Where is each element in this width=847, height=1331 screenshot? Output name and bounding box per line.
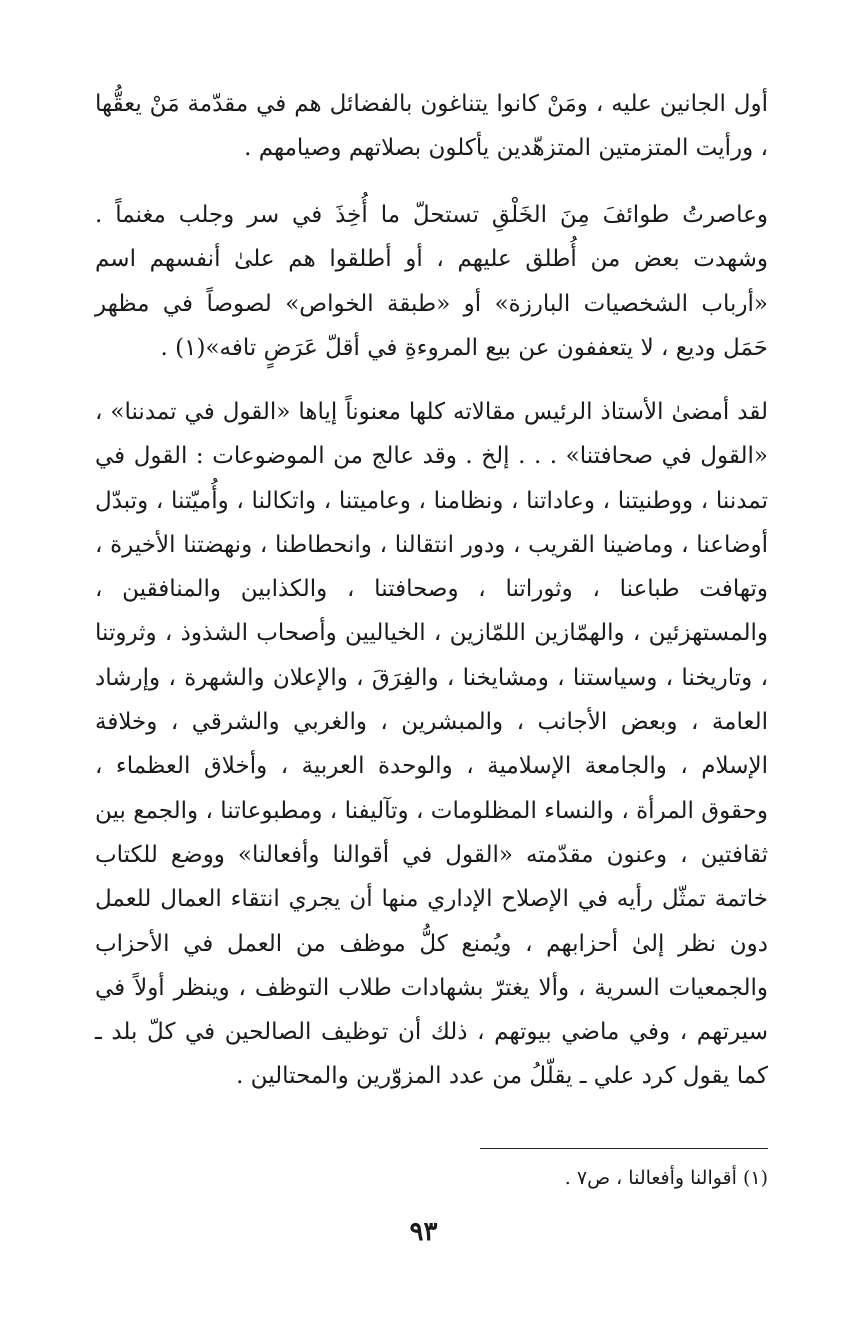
footnote-divider	[480, 1148, 768, 1149]
body-paragraph-2: وعاصرتُ طوائفَ مِنَ الخَلْقِ تستحلّ ما أُخِذَ في سر وجلب مغنماً . وشهدت بعض من أُطلق عليهم ، أو أطلقوا هم علىٰ أنفسهم اسم «أرباب الشخصيات البارزة» أو «طبقة الخواص» لصوصاً في مظهر حَمَل وديع ، لا يتعففون عن بيع المروءةِ في أقلّ عَرَضٍ تافه»(١) .	[95, 202, 768, 361]
body-paragraph-1: أول الجانين عليه ، ومَنْ كانوا يتناغون بالفضائل هم في مقدّمة مَنْ يعقُّها ، ورأيت المتزمتين المتزهّدين يأكلون بصلاتهم وصيامهم .	[95, 91, 768, 162]
footnote: (١) أقوالنا وأفعالنا ، ص٧ .	[564, 1167, 768, 1189]
page-number: ٩٣	[409, 1217, 438, 1247]
body-paragraph-3: لقد أمضىٰ الأستاذ الرئيس مقالاته كلها معنوناً إياها «القول في تمدننا» ، «القول في صحافتنا» . . . إلخ . وقد عالج من الموضوعات : القول في تمدننا ، ووطنيتنا ، وعاداتنا ، ونظامنا ، وعاميتنا ، واتكالنا ، وأُميّتنا ، وتبدّل أوضاعنا ، وماضينا القريب ، ودور انتقالنا ، وانحطاطنا ، ونهضتنا الأخيرة ، وتهافت طباعنا ، وثوراتنا ، وصحافتنا ، والكذابين والمنافقين ، والمستهزئين ، والهمّازين اللمّازين ، الخياليين وأصحاب الشذوذ ، وثروتنا ، وتاريخنا ، وسياستنا ، ومشايخنا ، والفِرَقَ ، والإعلان والشهرة ، وإرشاد العامة ، وبعض الأجانب ، والمبشرين ، والغربي والشرقي ، وخلافة الإسلام ، والجامعة الإسلامية ، والوحدة العربية ، وأخلاق العظماء ، وحقوق المرأة ، والنساء المظلومات ، وتآليفنا ، ومطبوعاتنا ، والجمع بين ثقافتين ، وعنون مقدّمته «القول في أقوالنا وأفعالنا» ووضع للكتاب خاتمة تمثّل رأيه في الإصلاح الإداري منها أن يجري انتقاء العمال للعمل دون نظر إلىٰ أحزابهم ، ويُمنع كلُّ موظف من العمل في الأحزاب والجمعيات السرية ، وألا يغترّ بشهادات طلاب التوظف ، وينظر أولاً في سيرتهم ، وفي ماضي بيوتهم ، ذلك أن توظيف الصالحين في كلّ بلد ـ كما يقول كرد علي ـ يقلّلُ من عدد المزوّرين والمحتالين .	[95, 399, 768, 1090]
